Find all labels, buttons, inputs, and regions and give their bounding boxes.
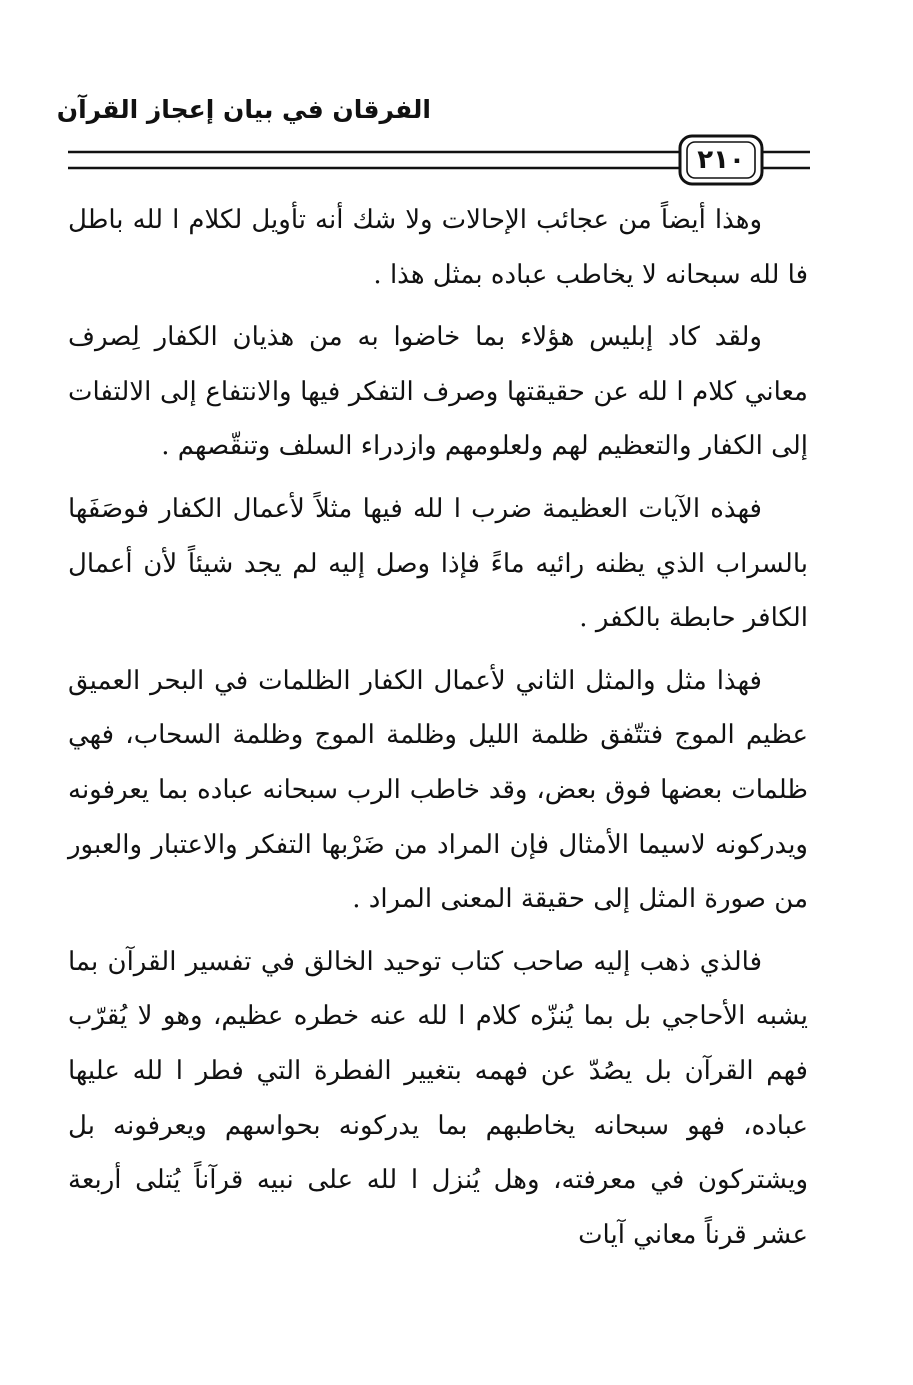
page-number: ٢١٠ — [697, 145, 745, 175]
body-text — [68, 193, 808, 1262]
paragraph: وهذا أيضاً من عجائب الإحالات ولا شك أنه تأويل لكلام ا لله باطل فا لله سبحانه لا يخاطب عباده بمثل هذا . — [68, 205, 808, 290]
paragraph: فالذي ذهب إليه صاحب كتاب توحيد الخالق في تفسير القرآن بما يشبه الأحاجي بل بما يُنزّه كلام ا لله عنه خطره عظيم، وهو لا يُقرّب فهم القرآن بل يصُدّ عن فهمه بتغيير الفطرة التي فطر ا لله عليها عباده، فهو سبحانه يخاطبهم بما يدركونه بحواسهم ويعرفونه بل ويشتركون في معرفته، وهل يُنزل ا لله على نبيه قرآناً يُتلى أربعة عشر قرناً معاني آيات — [68, 946, 808, 1250]
paragraph: ولقد كاد إبليس هؤلاء بما خاضوا به من هذيان الكفار لِصرف معاني كلام ا لله عن حقيقتها وصرف التفكر فيها والانتفاع إلى الالتفات إلى الكفار والتعظيم لهم ولعلومهم وازدراء السلف وتنقّصهم . — [68, 322, 808, 462]
paragraph: فهذا مثل والمثل الثاني لأعمال الكفار الظلمات في البحر العميق عظيم الموج فتتّفق ظلمة الليل وظلمة الموج وظلمة السحاب، فهي ظلمات بعضها فوق بعض، وقد خاطب الرب سبحانه عباده بما يعرفونه ويدركونه لاسيما الأمثال فإن المراد من ضَرْبها التفكر والاعتبار والعبور من صورة المثل إلى حقيقة المعنى المراد . — [68, 665, 808, 915]
running-title: الفرقان في بيان إعجاز القرآن — [56, 95, 431, 124]
paragraph: فهذه الآيات العظيمة ضرب ا لله فيها مثلاً لأعمال الكفار فوصَفَها بالسراب الذي يظنه رائيه ماءً فإذا وصل إليه لم يجد شيئاً لأن أعمال الكافر حابطة بالكفر . — [68, 493, 808, 634]
